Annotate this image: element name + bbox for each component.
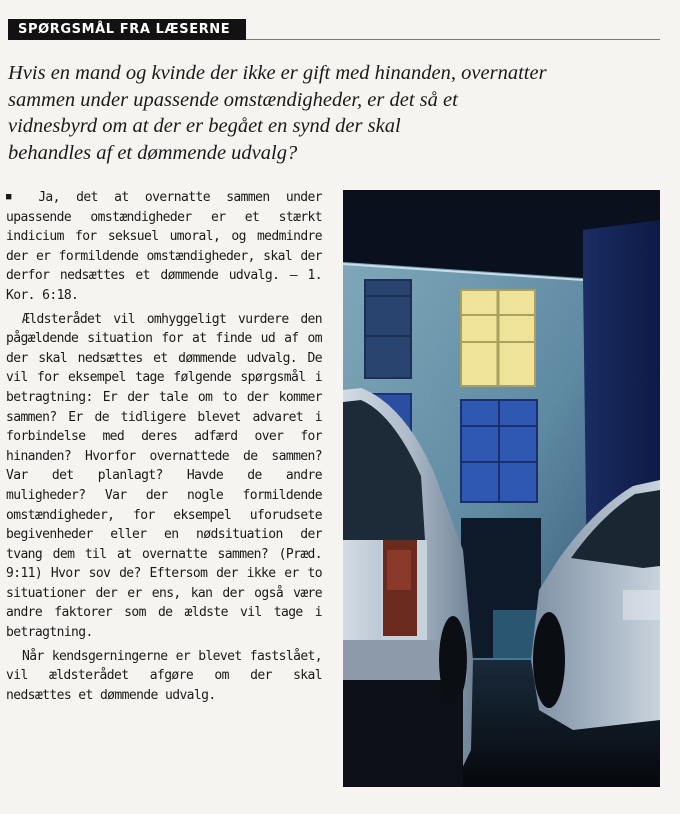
question-heading	[8, 60, 648, 166]
answer-paragraph-3: Når kendsgerningerne er blevet fastslået, vil ældsterådet afgøre om der skal nedsættes et dømmende udvalg.	[6, 648, 322, 703]
paragraph-text: Ja, det at overnatte sammen under upassende omstændigheder er et stærkt indicium for seksuel umoral, og medmindre der er formildende omstændigheder, skal der derfor nedsættes et dømmende udvalg. – 1. Kor. 6:18.	[6, 190, 322, 303]
answer-paragraph-2: Ældsterådet vil omhyggeligt vurdere den pågældende situation for at finde ud af om der skal nedsættes et dømmende udvalg. De vil for eksempel tage følgende spørgsmål i betragtning: Er der tale om to der kommer sammen? Er de tidligere blevet advaret i forbindelse med deres adfærd over for hinanden? Hvorfor overnattede de sammen? Var det planlagt? Havde de andre muligheder? Var der nogle formildende omstændigheder, for eksempel uforudsete begivenheder eller en nødsituation der tvang dem til at overnatte sammen? (Præd. 9:11) Hvor sov de? Eftersom der ikke er to situationer der er ens, kan der også være andre faktorer som de ældste vil tage i betragtning.	[6, 311, 322, 641]
header-rule	[246, 39, 660, 40]
photo-illustration	[343, 190, 660, 787]
section-header	[8, 19, 660, 41]
question-line: Hvis en mand og kvinde der ikke er gift med hinanden, overnatter	[8, 62, 547, 84]
question-line: vidnesbyrd om at der er begået en synd der skal	[8, 115, 401, 137]
night-parking-photo	[343, 190, 660, 787]
bullet-icon: ■	[6, 192, 20, 202]
question-line: sammen under upassende omstændigheder, er det så et	[8, 88, 458, 111]
article-body	[6, 188, 322, 705]
section-label: SPØRGSMÅL FRA LÆSERNE	[8, 19, 246, 40]
question-line: behandles af et dømmende udvalg?	[8, 141, 298, 164]
answer-paragraph-1	[6, 188, 322, 306]
